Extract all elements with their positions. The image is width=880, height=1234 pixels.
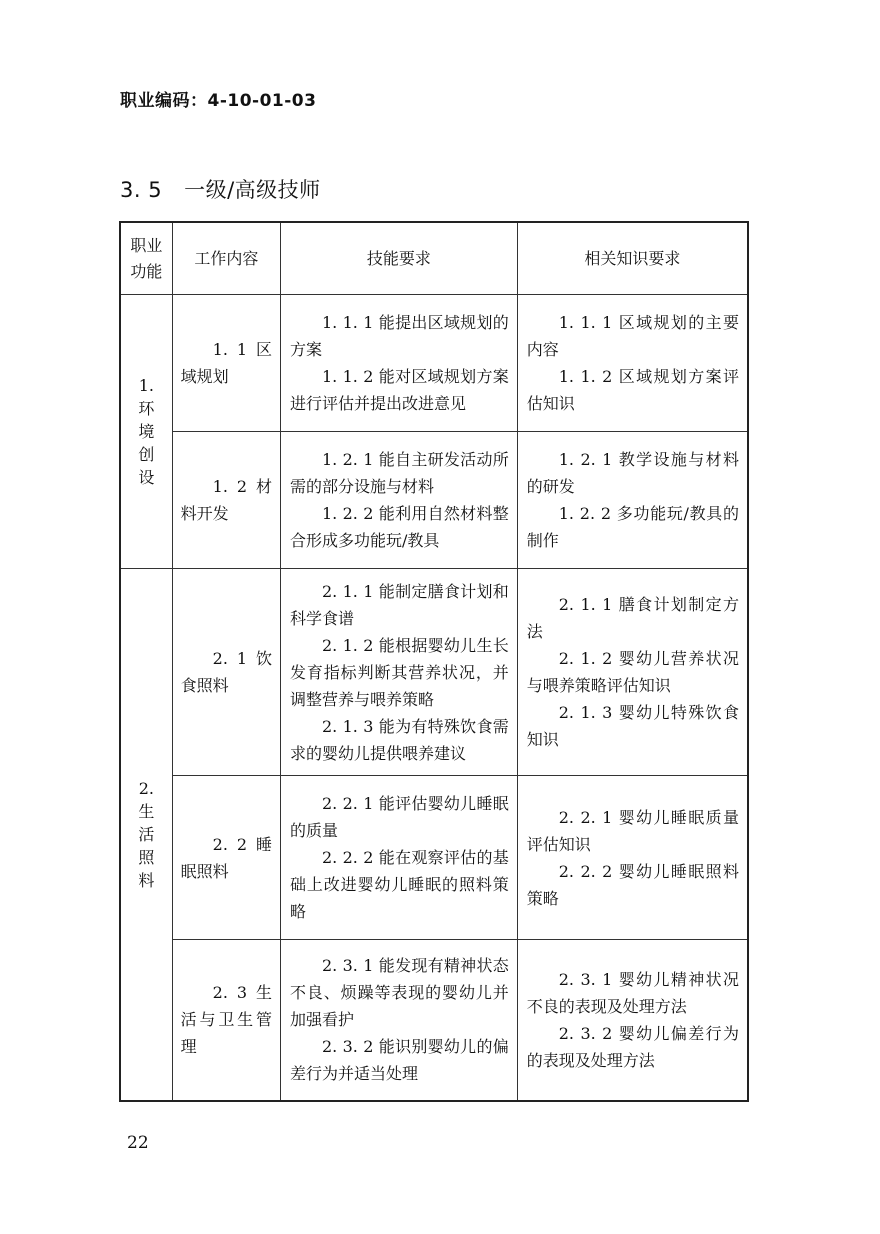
skill-item: 1. 2. 1 能自主研发活动所需的部分设施与材料	[290, 450, 509, 496]
knowledge-item: 2. 1. 2 婴幼儿营养状况与喂养策略评估知识	[526, 649, 739, 695]
work-cell: 2. 1 饮食照料	[172, 569, 280, 776]
page-number: 22	[127, 1133, 149, 1153]
skills-cell	[281, 776, 518, 940]
function-cell: 2.生活照料	[120, 569, 172, 1101]
knowledge-cell	[517, 940, 748, 1101]
knowledge-item: 1. 2. 1 教学设施与材料的研发	[526, 450, 739, 496]
skill-item: 2. 2. 2 能在观察评估的基础上改进婴幼儿睡眠的照料策略	[290, 848, 509, 921]
knowledge-cell	[517, 776, 748, 940]
knowledge-item: 2. 2. 1 婴幼儿睡眠质量评估知识	[526, 807, 739, 854]
skill-item: 2. 2. 1 能评估婴幼儿睡眠的质量	[290, 794, 509, 840]
skill-item: 1. 1. 2 能对区域规划方案进行评估并提出改进意见	[290, 367, 509, 413]
knowledge-cell	[517, 569, 748, 776]
knowledge-item: 1. 1. 2 区域规划方案评估知识	[526, 367, 739, 413]
knowledge-item: 2. 2. 2 婴幼儿睡眠照料策略	[526, 861, 739, 908]
work-cell: 2. 3 生活与卫生管理	[172, 940, 280, 1101]
knowledge-item: 2. 1. 1 膳食计划制定方法	[526, 595, 739, 641]
header-function: 职业功能	[120, 222, 172, 295]
header-skills: 技能要求	[281, 222, 518, 295]
knowledge-item: 2. 3. 2 婴幼儿偏差行为的表现及处理方法	[526, 1023, 739, 1070]
knowledge-item: 2. 3. 1 婴幼儿精神状况不良的表现及处理方法	[526, 969, 739, 1016]
skills-cell	[281, 432, 518, 569]
section-title: 一级/高级技师	[184, 178, 321, 202]
table-header-row	[120, 222, 748, 295]
skills-table	[119, 221, 749, 1102]
skill-item: 1. 1. 1 能提出区域规划的方案	[290, 313, 509, 359]
knowledge-item: 2. 1. 3 婴幼儿特殊饮食知识	[526, 703, 739, 749]
header-work: 工作内容	[172, 222, 280, 295]
occupation-code: 职业编码：4-10-01-03	[120, 91, 317, 111]
skills-cell	[281, 295, 518, 432]
work-cell: 1. 1 区域规划	[172, 295, 280, 432]
knowledge-item: 1. 1. 1 区域规划的主要内容	[526, 313, 739, 359]
work-cell: 1. 2 材料开发	[172, 432, 280, 569]
skill-item: 2. 3. 2 能识别婴幼儿的偏差行为并适当处理	[290, 1037, 509, 1084]
knowledge-item: 1. 2. 2 多功能玩/教具的制作	[526, 504, 739, 550]
work-cell: 2. 2 睡眠照料	[172, 776, 280, 940]
knowledge-cell	[517, 295, 748, 432]
section-number: 3. 5	[120, 178, 163, 202]
header-knowledge: 相关知识要求	[517, 222, 748, 295]
skill-item: 2. 1. 2 能根据婴幼儿生长发育指标判断其营养状况，并调整营养与喂养策略	[290, 635, 509, 709]
skill-item: 2. 1. 1 能制定膳食计划和科学食谱	[290, 581, 509, 628]
section-heading	[120, 174, 321, 204]
skill-item: 1. 2. 2 能利用自然材料整合形成多功能玩/教具	[290, 504, 509, 550]
knowledge-cell	[517, 432, 748, 569]
skills-cell	[281, 569, 518, 776]
table-row	[120, 940, 748, 1101]
table-row	[120, 776, 748, 940]
skill-item: 2. 3. 1 能发现有精神状态不良、烦躁等表现的婴幼儿并加强看护	[290, 956, 509, 1030]
skill-item: 2. 1. 3 能为有特殊饮食需求的婴幼儿提供喂养建议	[290, 716, 509, 763]
table-row	[120, 295, 748, 432]
table-row	[120, 432, 748, 569]
function-cell: 1.环境创设	[120, 295, 172, 569]
skills-cell	[281, 940, 518, 1101]
table-row	[120, 569, 748, 776]
